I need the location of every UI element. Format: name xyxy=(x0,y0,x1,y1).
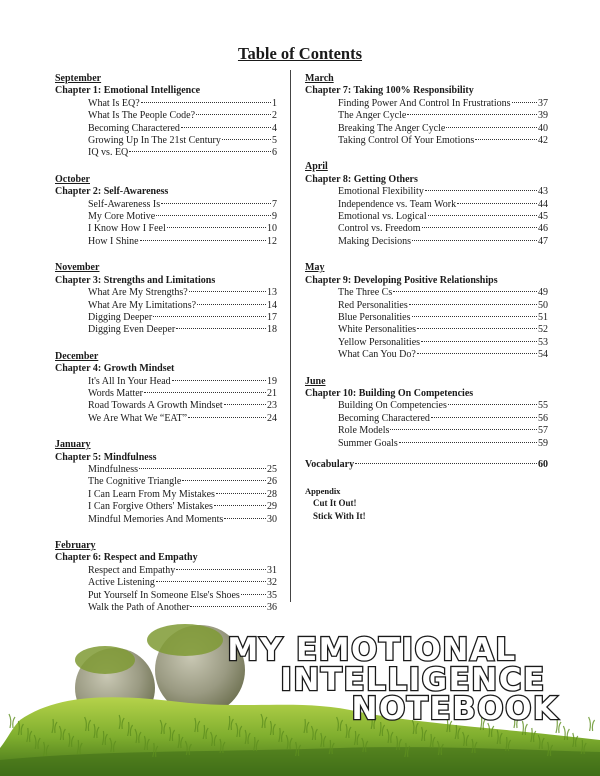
dot-leader xyxy=(431,417,537,418)
dot-leader xyxy=(161,203,271,204)
toc-entry-title: IQ vs. EQ xyxy=(88,147,129,159)
toc-entry[interactable] xyxy=(305,236,548,248)
toc-entry-page: 1 xyxy=(272,97,277,109)
dot-leader xyxy=(216,493,266,494)
notebook-title-line3: NOTEBOOK xyxy=(351,691,559,727)
toc-entry[interactable] xyxy=(55,565,277,577)
toc-entry-page: 44 xyxy=(538,198,548,210)
toc-entry-page: 42 xyxy=(538,135,548,147)
toc-entry-title: How I Shine xyxy=(88,235,139,247)
toc-entry-title: It's All In Your Head xyxy=(88,375,171,387)
toc-entry-page: 47 xyxy=(538,235,548,247)
toc-entry-title: Becoming Charactered xyxy=(338,412,430,424)
chapter-heading[interactable]: Chapter 1: Emotional Intelligence xyxy=(55,85,201,97)
dot-leader xyxy=(144,392,266,393)
dot-leader xyxy=(446,127,537,128)
dot-leader xyxy=(189,291,266,292)
toc-entry-title: What Is EQ? xyxy=(88,97,140,109)
toc-entry[interactable] xyxy=(305,300,548,312)
dot-leader xyxy=(409,304,537,305)
toc-entry-page: 50 xyxy=(538,299,548,311)
toc-entry-page: 54 xyxy=(538,349,548,361)
toc-entry-title: Control vs. Freedom xyxy=(338,223,421,235)
toc-entry-title: Put Yourself In Someone Else's Shoes xyxy=(88,589,240,601)
toc-entry[interactable] xyxy=(305,186,548,198)
toc-entry-page: 17 xyxy=(267,311,277,323)
toc-entry[interactable] xyxy=(305,123,548,135)
toc-entry-page: 24 xyxy=(267,412,277,424)
chapter-heading[interactable]: Chapter 10: Building On Competencies xyxy=(305,387,474,399)
dot-leader xyxy=(393,291,537,292)
toc-entry-title: Self-Awareness Is xyxy=(88,198,161,210)
chapter-heading[interactable]: Chapter 6: Respect and Empathy xyxy=(55,552,198,564)
toc-entry-page: 10 xyxy=(267,223,277,235)
toc-entry-title: Becoming Charactered xyxy=(88,122,180,134)
chapter-heading[interactable]: Chapter 5: Mindfulness xyxy=(55,451,157,463)
chapter-heading[interactable]: Chapter 8: Getting Others xyxy=(305,173,418,185)
toc-entry[interactable] xyxy=(55,223,277,235)
toc-entry[interactable] xyxy=(305,223,548,235)
toc-entry[interactable] xyxy=(55,199,277,211)
toc-entry-page: 30 xyxy=(267,513,277,525)
toc-entry-title: My Core Motive xyxy=(88,211,156,223)
toc-entry[interactable] xyxy=(305,199,548,211)
toc-entry-page: 21 xyxy=(267,387,277,399)
toc-entry-page: 45 xyxy=(538,211,548,223)
toc-entry[interactable] xyxy=(305,438,548,450)
toc-entry-title: Words Matter xyxy=(88,387,144,399)
toc-entry[interactable] xyxy=(55,110,277,122)
toc-entry[interactable] xyxy=(55,413,277,425)
dot-leader xyxy=(512,102,537,103)
dot-leader xyxy=(475,139,537,140)
dot-leader xyxy=(224,518,266,519)
toc-entry-title: Finding Power And Control In Frustrations xyxy=(338,97,511,109)
toc-entry-page: 28 xyxy=(267,488,277,500)
dot-leader xyxy=(214,505,266,506)
grass-hill-illustration xyxy=(0,600,600,776)
dot-leader xyxy=(156,581,266,582)
toc-entry-page: 4 xyxy=(272,122,277,134)
dot-leader xyxy=(197,304,266,305)
toc-entry-title: Growing Up In The 21st Century xyxy=(88,135,221,147)
toc-entry[interactable] xyxy=(55,236,277,248)
toc-entry-title: What Is The People Code? xyxy=(88,110,196,122)
month-heading: May xyxy=(305,262,325,274)
toc-entry-page: 5 xyxy=(272,135,277,147)
dot-leader xyxy=(140,240,266,241)
toc-entry-page: 57 xyxy=(538,425,548,437)
dot-leader xyxy=(355,463,537,464)
toc-entry[interactable] xyxy=(55,123,277,135)
toc-entry-page: 6 xyxy=(272,147,277,159)
dot-leader xyxy=(241,594,266,595)
toc-entry-title: Making Decisions xyxy=(338,235,412,247)
toc-entry-title: Active Listening xyxy=(88,577,155,589)
dot-leader xyxy=(422,227,538,228)
toc-entry-title: The Three Cs xyxy=(338,287,393,299)
toc-right-sections xyxy=(305,73,548,450)
month-heading: December xyxy=(55,350,99,362)
toc-entry-title: I Can Learn From My Mistakes xyxy=(88,488,215,500)
dot-leader xyxy=(139,468,266,469)
appendix-item: Stick With It! xyxy=(313,511,366,522)
dot-leader xyxy=(156,215,271,216)
toc-entry-page: 19 xyxy=(267,375,277,387)
toc-entry-page: 59 xyxy=(538,437,548,449)
toc-entry-title: Red Personalities xyxy=(338,299,408,311)
dot-leader xyxy=(417,328,537,329)
dot-leader xyxy=(399,442,537,443)
toc-entry-page: 9 xyxy=(272,211,277,223)
dot-leader xyxy=(176,569,266,570)
dot-leader xyxy=(425,190,537,191)
toc-entry[interactable] xyxy=(55,577,277,589)
notebook-title-line2: INTELLIGENCE xyxy=(280,662,546,698)
dot-leader xyxy=(412,316,538,317)
toc-entry[interactable] xyxy=(305,413,548,425)
toc-entry[interactable] xyxy=(55,464,277,476)
toc-entry-page: 53 xyxy=(538,336,548,348)
dot-leader xyxy=(457,203,537,204)
month-heading: October xyxy=(55,173,90,185)
chapter-heading[interactable]: Chapter 2: Self-Awareness xyxy=(55,186,169,198)
toc-entry-title: I Know How I Feel xyxy=(88,223,166,235)
dot-leader xyxy=(129,151,271,152)
toc-entry[interactable] xyxy=(55,400,277,412)
page-title: Table of Contents xyxy=(237,44,363,63)
month-heading: September xyxy=(55,73,102,84)
toc-entry-page: 39 xyxy=(538,110,548,122)
toc-entry-title: Building On Competencies xyxy=(338,400,447,412)
toc-entry-title: Digging Deeper xyxy=(88,311,153,323)
toc-entry-page: 18 xyxy=(267,324,277,336)
dot-leader xyxy=(417,353,537,354)
toc-entry[interactable] xyxy=(55,476,277,488)
month-heading: April xyxy=(305,161,328,173)
toc-entry-title: Emotional vs. Logical xyxy=(338,211,427,223)
toc-entry-page: 49 xyxy=(538,287,548,299)
toc-entry[interactable] xyxy=(55,135,277,147)
dot-leader xyxy=(196,114,271,115)
toc-entry[interactable] xyxy=(305,211,548,223)
toc-entry-page: 40 xyxy=(538,122,548,134)
toc-entry-title: Breaking The Anger Cycle xyxy=(338,122,446,134)
toc-entry-title: What Are My Strengths? xyxy=(88,287,188,299)
toc-entry[interactable] xyxy=(305,349,548,361)
toc-entry-page: 52 xyxy=(538,324,548,336)
column-divider xyxy=(290,70,291,602)
toc-entry-page: 12 xyxy=(267,235,277,247)
toc-entry-title: The Anger Cycle xyxy=(338,110,407,122)
dot-leader xyxy=(141,102,271,103)
vocabulary-page: 60 xyxy=(538,458,548,470)
dot-leader xyxy=(188,417,266,418)
toc-entry[interactable] xyxy=(305,312,548,324)
toc-entry-title: The Cognitive Triangle xyxy=(88,476,182,488)
toc-entry-title: White Personalities xyxy=(338,324,417,336)
toc-entry[interactable] xyxy=(55,501,277,513)
toc-entry-title: What Are My Limitations? xyxy=(88,299,197,311)
toc-vocabulary-entry[interactable] xyxy=(305,459,548,471)
toc-entry-page: 36 xyxy=(267,602,277,614)
notebook-title-line1: MY EMOTIONAL xyxy=(227,632,517,668)
toc-entry[interactable] xyxy=(305,425,548,437)
toc-entry-page: 29 xyxy=(267,501,277,513)
toc-entry-page: 46 xyxy=(538,223,548,235)
month-heading: March xyxy=(305,73,334,84)
toc-entry-title: Role Models xyxy=(338,425,390,437)
toc-entry-title: Mindfulness xyxy=(88,463,138,475)
toc-entry-page: 2 xyxy=(272,110,277,122)
toc-entry-title: Summer Goals xyxy=(338,437,398,449)
dot-leader xyxy=(172,380,266,381)
toc-entry-page: 13 xyxy=(267,287,277,299)
dot-leader xyxy=(224,404,266,405)
toc-entry[interactable] xyxy=(55,98,277,110)
toc-entry-page: 32 xyxy=(267,577,277,589)
toc-entry-page: 55 xyxy=(538,400,548,412)
dot-leader xyxy=(407,114,537,115)
dot-leader xyxy=(390,429,537,430)
toc-entry[interactable] xyxy=(305,400,548,412)
toc-entry[interactable] xyxy=(305,324,548,336)
toc-entry-title: Walk the Path of Another xyxy=(88,602,190,614)
dot-leader xyxy=(167,227,266,228)
toc-entry-page: 25 xyxy=(267,463,277,475)
toc-entry[interactable] xyxy=(305,98,548,110)
dot-leader xyxy=(448,404,537,405)
toc-entry-page: 43 xyxy=(538,186,548,198)
toc-entry-title: Independence vs. Team Work xyxy=(338,198,457,210)
dot-leader xyxy=(153,316,266,317)
appendix-heading: Appendix xyxy=(305,486,341,497)
month-heading: February xyxy=(55,540,96,551)
toc-entry-page: 51 xyxy=(538,311,548,323)
chapter-heading[interactable]: Chapter 3: Strengths and Limitations xyxy=(55,274,216,286)
month-heading: June xyxy=(305,375,326,387)
toc-entry-page: 7 xyxy=(272,198,277,210)
toc-entry[interactable] xyxy=(55,312,277,324)
dot-leader xyxy=(182,480,266,481)
toc-entry-title: Digging Even Deeper xyxy=(88,324,176,336)
toc-entry[interactable] xyxy=(55,514,277,526)
toc-entry[interactable] xyxy=(305,287,548,299)
month-heading: January xyxy=(55,439,91,451)
toc-entry-title: Road Towards A Growth Mindset xyxy=(88,400,223,412)
toc-entry-page: 23 xyxy=(267,400,277,412)
toc-entry-title: Taking Control Of Your Emotions xyxy=(338,135,475,147)
toc-entry[interactable] xyxy=(305,110,548,122)
toc-entry[interactable] xyxy=(55,147,277,159)
vocabulary-label: Vocabulary xyxy=(305,458,355,470)
toc-entry-title: Mindful Memories And Moments xyxy=(88,513,224,525)
toc-entry[interactable] xyxy=(55,287,277,299)
toc-entry-title: Respect and Empathy xyxy=(88,564,176,576)
toc-entry[interactable] xyxy=(55,489,277,501)
toc-entry[interactable] xyxy=(55,324,277,336)
toc-entry[interactable] xyxy=(305,135,548,147)
appendix-item: Cut It Out! xyxy=(313,498,357,509)
toc-entry[interactable] xyxy=(305,337,548,349)
dot-leader xyxy=(181,127,271,128)
toc-entry-title: I Can Forgive Others' Mistakes xyxy=(88,501,213,513)
toc-entry[interactable] xyxy=(55,388,277,400)
chapter-heading[interactable]: Chapter 7: Taking 100% Responsibility xyxy=(305,85,474,97)
toc-entry-page: 31 xyxy=(267,564,277,576)
toc-entry[interactable] xyxy=(55,376,277,388)
chapter-heading[interactable]: Chapter 4: Growth Mindset xyxy=(55,363,175,375)
toc-entry-title: Yellow Personalities xyxy=(338,336,421,348)
toc-entry-page: 26 xyxy=(267,476,277,488)
toc-left-column xyxy=(55,73,277,614)
toc-entry-title: What Can You Do? xyxy=(338,349,416,361)
toc-entry-page: 35 xyxy=(267,589,277,601)
dot-leader xyxy=(222,139,271,140)
dot-leader xyxy=(428,215,537,216)
dot-leader xyxy=(421,341,537,342)
toc-entry-title: Emotional Flexibility xyxy=(338,186,424,198)
toc-entry-title: We Are What We “EAT” xyxy=(88,412,188,424)
toc-entry-title: Blue Personalities xyxy=(338,311,411,323)
toc-entry-page: 56 xyxy=(538,412,548,424)
dot-leader xyxy=(412,240,537,241)
toc-entry-page: 14 xyxy=(267,299,277,311)
toc-entry[interactable] xyxy=(55,211,277,223)
chapter-heading[interactable]: Chapter 9: Developing Positive Relationships xyxy=(305,274,498,286)
toc-entry-page: 37 xyxy=(538,97,548,109)
month-heading: November xyxy=(55,262,100,274)
dot-leader xyxy=(176,328,266,329)
toc-right-column xyxy=(305,73,548,523)
toc-entry[interactable] xyxy=(55,300,277,312)
